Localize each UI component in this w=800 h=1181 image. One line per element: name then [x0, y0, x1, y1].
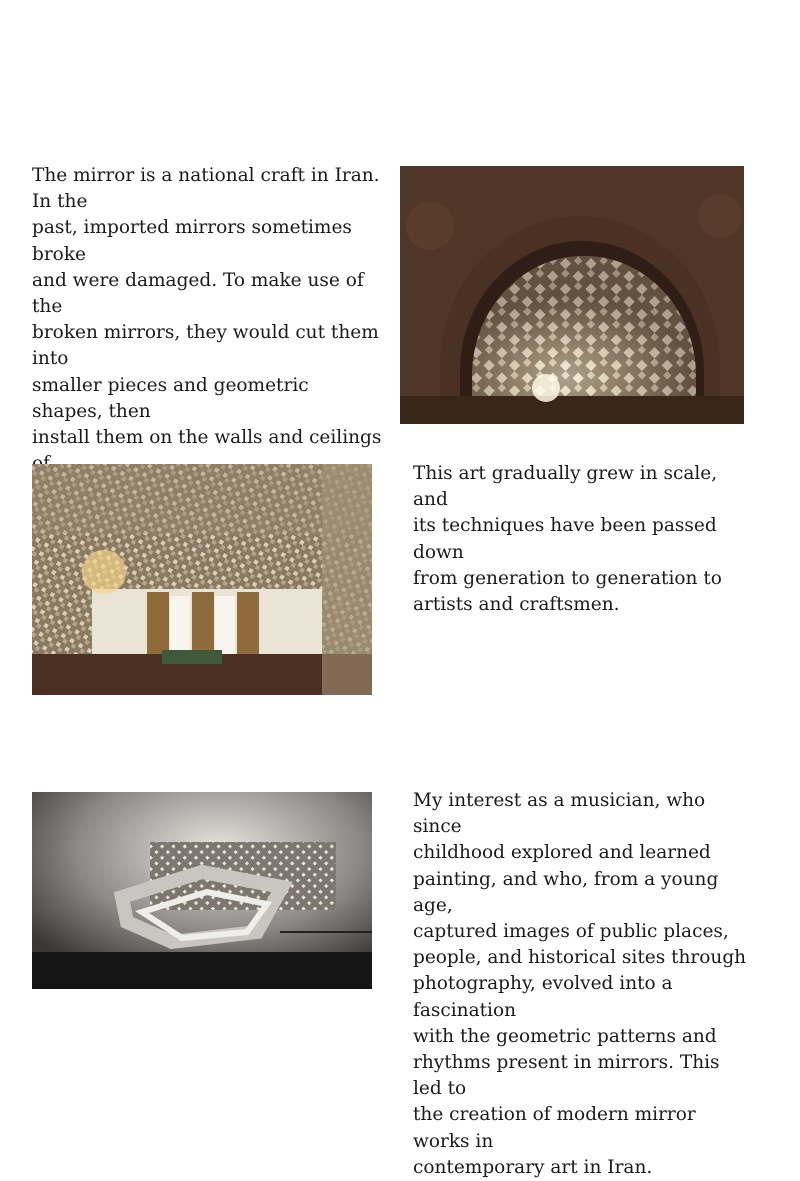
- paragraph-art-growth: This art gradually grew in scale, and its techniques have been passed down from generation to generation to artists and craftsmen.: [413, 463, 722, 616]
- photo-mirrored-palace-hall: [32, 464, 372, 695]
- photo-mirror-mosaic-arch: [400, 166, 744, 424]
- paragraph-mirror-craft-history: The mirror is a national craft in Iran. In the past, imported mirrors sometimes broke and were damaged. To make use of the broken mirrors, they would cut them into smaller pieces and geometric shapes, then install them on the walls and ceilings: [32, 165, 382, 449]
- photo-modern-mirror-sculpture: [32, 792, 372, 989]
- paragraph-artist-interest: My interest as a musician, who since childhood explored and learned painting, and who, from a young age, captured images of public places, people, and historical sites through photography, evolved into a fascination with the geometric patterns and rhythms present in mirrors. This led to the creation of modern mirror works in contemporary art in Iran.: [413, 790, 747, 1178]
